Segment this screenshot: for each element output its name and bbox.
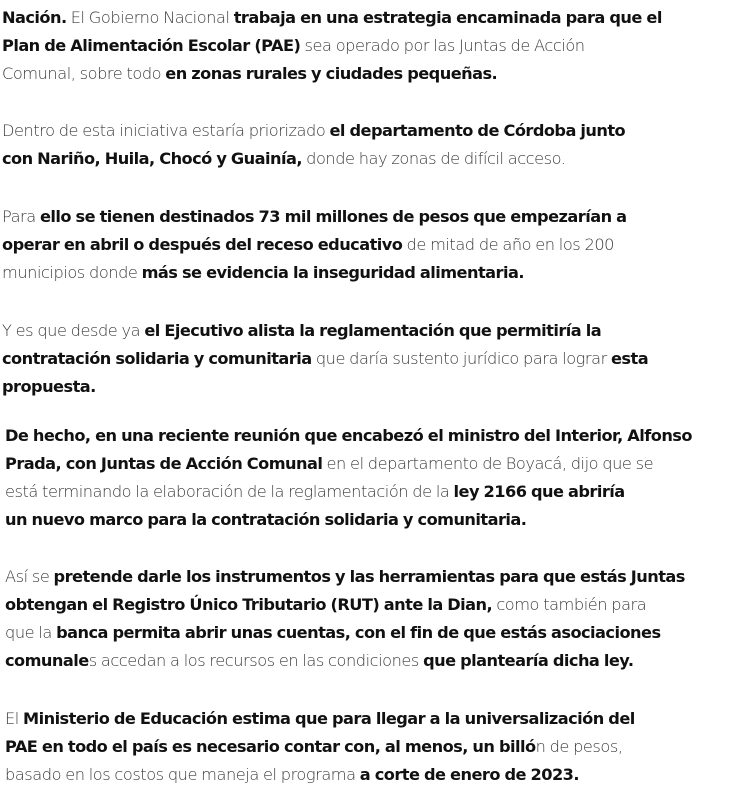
body-text: sea operado por las Juntas de Acción [300,36,585,55]
bold-text: ley 2166 que abriría [453,482,625,501]
text-line [2,231,627,259]
body-text: donde hay zonas de difícil acceso. [301,149,566,168]
text-line [2,373,648,401]
text-line [2,60,662,88]
bold-text: el departamento de Córdoba junto [329,121,626,140]
bold-text: más se evidencia la inseguridad alimentaria. [141,263,524,282]
body-text: s accedan a los recursos en las condiciones [88,651,424,670]
bold-text: en zonas rurales y ciudades pequeñas. [165,64,498,83]
text-line [2,145,625,173]
body-text: de mitad de año en los 200 [402,235,615,254]
text-line [5,647,685,675]
bold-text: PAE en todo el país es necesario contar con, al menos, un billó [5,737,536,756]
bold-text: pretende darle los instrumentos y las herramientas para que estás Juntas [53,567,685,586]
bold-text: con Nariño, Huila, Chocó y Guainía, [2,149,302,168]
article-paragraph [2,4,662,88]
bold-text: esta [611,349,649,368]
text-line [2,4,662,32]
body-text: basado en los costos que maneja el programa [5,765,360,784]
body-text: municipios donde [2,263,142,282]
body-text: Para [2,207,40,226]
text-line [5,506,692,534]
body-text: Y es que desde ya [2,321,145,340]
bold-text: ello se tienen destinados 73 mil millones de pesos que empezarían a [39,207,627,226]
bold-text: Prada, con Juntas de Acción Comunal [5,454,323,473]
text-line [2,32,662,60]
body-text: Así se [5,567,54,586]
body-text: Dentro de esta iniciativa estaría priorizado [2,121,330,140]
text-line [5,478,692,506]
bold-text: Ministerio de Educación estima que para llegar a la universalización del [23,709,635,728]
text-line [5,450,692,478]
article-paragraph [5,422,692,534]
bold-text: contratación solidaria y comunitaria [2,349,312,368]
bold-text: Plan de Alimentación Escolar (PAE) [2,36,301,55]
bold-text: un nuevo marco para la contratación solidaria y comunitaria. [5,510,527,529]
text-line [2,345,648,373]
text-line [5,705,635,733]
bold-text: a corte de enero de 2023. [359,765,579,784]
body-text: n de pesos, [535,737,623,756]
text-line [2,117,625,145]
body-text: en el departamento de Boyacá, dijo que se [322,454,654,473]
text-line [5,733,635,761]
body-text: que la [5,623,57,642]
text-line [2,259,627,287]
text-line [5,591,685,619]
article-paragraph [5,705,635,789]
text-line [5,761,635,789]
text-line [5,422,692,450]
bold-text: comunale [5,651,89,670]
body-text: El Gobierno Nacional [66,8,234,27]
body-text: que daría sustento jurídico para lograr [311,349,611,368]
article-paragraph [2,317,648,401]
article-paragraph [5,563,685,675]
text-line [5,619,685,647]
bold-text: trabaja en una estrategia encaminada para que el [233,8,662,27]
text-line [2,317,648,345]
bold-text: Nación. [2,8,67,27]
body-text: como también para [492,595,647,614]
body-text: está terminando la elaboración de la reglamentación de la [5,482,454,501]
body-text: El [5,709,24,728]
text-line [5,563,685,591]
bold-text: obtengan el Registro Único Tributario (RUT) ante la Dian, [5,595,493,614]
article-paragraph [2,117,625,173]
bold-text: propuesta. [2,377,96,396]
bold-text: el Ejecutivo alista la reglamentación que permitiría la [144,321,602,340]
bold-text: operar en abril o después del receso educativo [2,235,403,254]
bold-text: De hecho, en una reciente reunión que encabezó el ministro del Interior, Alfonso [5,426,692,445]
bold-text: banca permita abrir unas cuentas, con el fin de que estás asociaciones [56,623,661,642]
text-line [2,203,627,231]
article-paragraph [2,203,627,287]
body-text: Comunal, sobre todo [2,64,166,83]
bold-text: que plantearía dicha ley. [423,651,634,670]
